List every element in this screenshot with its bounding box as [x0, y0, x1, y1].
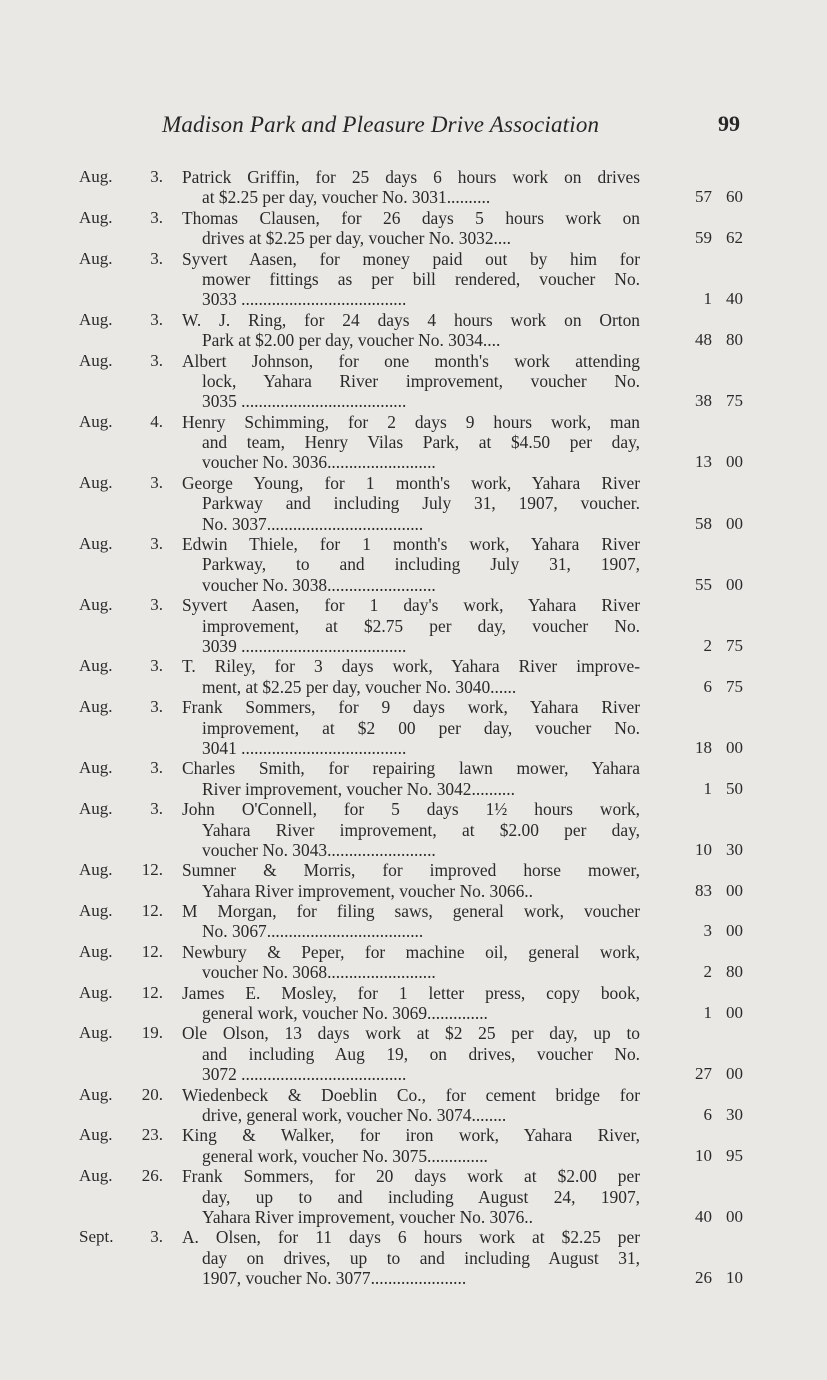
entry-description-line: drives at $2.25 per day, voucher No. 3032.... — [202, 228, 511, 249]
ledger-entry — [0, 1166, 827, 1227]
entry-amount-dollars: 10 — [695, 839, 712, 859]
entry-amount-cents: 30 — [726, 1104, 743, 1124]
entry-day: 3. — [150, 799, 163, 819]
entry-description — [182, 1166, 640, 1227]
entry-amount — [686, 575, 743, 595]
running-head — [0, 112, 827, 144]
entry-description-line: 3041 ...................................... — [202, 737, 407, 758]
ledger-entry — [0, 351, 827, 412]
entry-month: Aug. — [79, 982, 113, 1002]
entry-description-line: at $2.25 per day, voucher No. 3031.......... — [202, 187, 491, 208]
entry-amount-cents: 10 — [726, 1268, 743, 1288]
entry-description — [182, 412, 640, 473]
entry-month: Aug. — [79, 207, 113, 227]
entry-description-line: general work, voucher No. 3075.............. — [202, 1145, 488, 1166]
entry-day: 3. — [150, 350, 163, 370]
entry-month: Aug. — [79, 697, 113, 717]
entry-description-line: Yahara River improvement, voucher No. 3076.. — [202, 1206, 533, 1227]
ledger-entry — [0, 473, 827, 534]
entry-month: Aug. — [79, 534, 113, 554]
entry-amount-cents: 00 — [726, 513, 743, 533]
entry-day: 4. — [150, 411, 163, 431]
entry-amount-dollars: 58 — [695, 513, 712, 533]
entry-description — [182, 249, 640, 310]
ledger-entry — [0, 942, 827, 983]
entry-description-line: lock, Yahara River improvement, voucher No. — [202, 370, 640, 391]
entry-description — [182, 901, 640, 942]
entry-amount-cents: 00 — [726, 880, 743, 900]
entry-description-line: Wiedenbeck & Doeblin Co., for cement bridge for — [182, 1084, 640, 1105]
entry-amount-cents: 60 — [726, 187, 743, 207]
entry-description-line: Yahara River improvement, voucher No. 3066.. — [202, 880, 533, 901]
entry-description-line: and team, Henry Vilas Park, at $4.50 per day, — [202, 432, 640, 453]
entry-day: 12. — [141, 941, 163, 961]
ledger-entry — [0, 1085, 827, 1126]
entry-description-line: M Morgan, for filing saws, general work, voucher — [182, 901, 640, 922]
entry-month: Aug. — [79, 472, 113, 492]
entry-description-line: drive, general work, voucher No. 3074........ — [202, 1104, 507, 1125]
ledger-entry — [0, 860, 827, 901]
entry-month: Aug. — [79, 860, 113, 880]
entry-description — [182, 1125, 640, 1166]
entry-amount-cents: 00 — [726, 1003, 743, 1022]
entry-description — [182, 1085, 640, 1126]
entry-amount — [686, 289, 743, 309]
entry-month: Aug. — [79, 1084, 113, 1104]
ledger-entry — [0, 901, 827, 942]
entry-amount-dollars: 1 — [703, 289, 712, 309]
entry-day: 3. — [150, 309, 163, 329]
entry-amount — [686, 391, 743, 411]
entry-description — [182, 208, 640, 249]
entry-description-line: W. J. Ring, for 24 days 4 hours work on Orton — [182, 309, 640, 330]
entry-amount — [686, 779, 743, 799]
entry-description — [182, 310, 640, 351]
ledger-entry — [0, 167, 827, 208]
entry-amount-cents: 00 — [726, 1064, 743, 1084]
running-title: Madison Park and Pleasure Drive Association — [162, 112, 600, 137]
entry-amount — [686, 187, 743, 207]
entry-amount-dollars: 48 — [695, 330, 712, 350]
ledger-entry — [0, 656, 827, 697]
entry-amount — [686, 1003, 743, 1023]
entry-amount-dollars: 59 — [695, 228, 712, 248]
entry-amount — [686, 1105, 743, 1125]
entry-amount — [686, 452, 743, 472]
entry-description-line: Yahara River improvement, at $2.00 per day, — [202, 819, 640, 840]
entry-amount-cents: 00 — [726, 1206, 743, 1226]
ledger-entry — [0, 412, 827, 473]
entry-amount-cents: 00 — [726, 921, 743, 941]
entry-month: Aug. — [79, 350, 113, 370]
entry-amount-cents: 75 — [726, 676, 743, 696]
entry-description-line: Newbury & Peper, for machine oil, general work, — [182, 941, 640, 962]
entry-amount-cents: 80 — [726, 330, 743, 350]
entry-amount — [686, 677, 743, 697]
entry-amount-cents: 75 — [726, 391, 743, 411]
entry-amount-cents: 95 — [726, 1145, 743, 1165]
entry-description — [182, 1227, 640, 1288]
entry-description-line: Henry Schimming, for 2 days 9 hours work, man — [182, 411, 640, 432]
entry-month: Aug. — [79, 248, 113, 268]
entry-description-line: Patrick Griffin, for 25 days 6 hours work on drives — [182, 167, 640, 187]
entry-amount — [686, 962, 743, 982]
entry-description-line: T. Riley, for 3 days work, Yahara River improve- — [182, 656, 640, 677]
ledger-entry — [0, 1227, 827, 1288]
entry-description — [182, 534, 640, 595]
entry-amount-cents: 30 — [726, 839, 743, 859]
entry-amount-cents: 00 — [726, 452, 743, 472]
entry-description — [182, 656, 640, 697]
entry-amount-dollars: 13 — [695, 452, 712, 472]
entry-description — [182, 799, 640, 860]
entry-description-line: 1907, voucher No. 3077...................... — [202, 1268, 467, 1289]
entry-day: 20. — [141, 1084, 163, 1104]
ledger-entry — [0, 983, 827, 1024]
entry-description-line: voucher No. 3043......................... — [202, 839, 436, 860]
entry-amount-dollars: 1 — [703, 1003, 712, 1022]
entry-description-line: and including Aug 19, on drives, voucher No. — [202, 1043, 640, 1064]
entry-month: Aug. — [79, 758, 113, 778]
entry-amount-cents: 75 — [726, 635, 743, 655]
entry-month: Aug. — [79, 941, 113, 961]
entry-description-line: voucher No. 3068......................... — [202, 962, 436, 983]
entry-amount-dollars: 6 — [703, 676, 712, 696]
entry-description-line: Frank Sommers, for 9 days work, Yahara River — [182, 697, 640, 718]
entry-day: 3. — [150, 207, 163, 227]
entry-description-line: King & Walker, for iron work, Yahara River, — [182, 1125, 640, 1146]
ledger-entry — [0, 1125, 827, 1166]
entry-amount — [686, 228, 743, 248]
entry-day: 23. — [141, 1125, 163, 1145]
entry-month: Aug. — [79, 309, 113, 329]
ledger-entry — [0, 799, 827, 860]
entry-description-line: voucher No. 3036......................... — [202, 452, 436, 473]
entry-amount-dollars: 38 — [695, 391, 712, 411]
entry-amount-dollars: 40 — [695, 1206, 712, 1226]
entry-description — [182, 351, 640, 412]
entry-description-line: George Young, for 1 month's work, Yahara River — [182, 472, 640, 493]
entry-amount-dollars: 83 — [695, 880, 712, 900]
entry-amount — [686, 1207, 743, 1227]
entry-description-line: Ole Olson, 13 days work at $2 25 per day, up to — [182, 1023, 640, 1044]
entry-description — [182, 473, 640, 534]
entry-amount — [686, 738, 743, 758]
entry-description-line: mower fittings as per bill rendered, voucher No. — [202, 268, 640, 289]
ledger-entry — [0, 595, 827, 656]
entry-amount-dollars: 26 — [695, 1268, 712, 1288]
ledger-entry — [0, 697, 827, 758]
entry-month: Aug. — [79, 167, 113, 186]
page-number: 99 — [718, 111, 740, 136]
entry-amount — [686, 514, 743, 534]
entry-amount — [686, 636, 743, 656]
entry-description-line: Syvert Aasen, for 1 day's work, Yahara River — [182, 595, 640, 616]
entry-description-line: Park at $2.00 per day, voucher No. 3034.... — [202, 330, 501, 351]
entry-amount-dollars: 57 — [695, 187, 712, 207]
entry-description-line: Sumner & Morris, for improved horse mower, — [182, 860, 640, 881]
entry-day: 3. — [150, 595, 163, 615]
entry-day: 3. — [150, 167, 163, 186]
entry-description-line: Edwin Thiele, for 1 month's work, Yahara River — [182, 534, 640, 555]
entry-amount — [686, 1146, 743, 1166]
entry-day: 3. — [150, 758, 163, 778]
entry-month: Aug. — [79, 656, 113, 676]
entry-amount — [686, 330, 743, 350]
entry-description — [182, 942, 640, 983]
entry-month: Aug. — [79, 595, 113, 615]
entry-description-line: day on drives, up to and including August 31, — [202, 1247, 640, 1268]
entry-description — [182, 860, 640, 901]
entry-month: Aug. — [79, 799, 113, 819]
entry-amount-dollars: 2 — [703, 635, 712, 655]
entry-amount-dollars: 3 — [703, 921, 712, 941]
entry-month: Aug. — [79, 411, 113, 431]
entry-amount-dollars: 27 — [695, 1064, 712, 1084]
entry-description-line: A. Olsen, for 11 days 6 hours work at $2.25 per — [182, 1227, 640, 1248]
ledger-entry — [0, 534, 827, 595]
entry-description-line: general work, voucher No. 3069.............. — [202, 1003, 488, 1024]
entry-description-line: Syvert Aasen, for money paid out by him for — [182, 248, 640, 269]
entry-amount-dollars: 55 — [695, 574, 712, 594]
entry-amount-cents: 40 — [726, 289, 743, 309]
entry-amount-dollars: 2 — [703, 962, 712, 982]
entry-description-line: No. 3067.................................... — [202, 921, 424, 942]
ledger-entry — [0, 310, 827, 351]
entry-amount-cents: 80 — [726, 962, 743, 982]
entry-description-line: No. 3037.................................... — [202, 513, 424, 534]
entry-amount-cents: 62 — [726, 228, 743, 248]
entry-amount — [686, 881, 743, 901]
entry-day: 19. — [141, 1023, 163, 1043]
entry-amount-dollars: 6 — [703, 1104, 712, 1124]
entry-amount — [686, 921, 743, 941]
entry-month: Aug. — [79, 1023, 113, 1043]
entry-description — [182, 167, 640, 208]
entry-description — [182, 983, 640, 1024]
entry-description — [182, 758, 640, 799]
entry-day: 26. — [141, 1166, 163, 1186]
entry-amount — [686, 840, 743, 860]
entry-day: 12. — [141, 901, 163, 921]
entry-description-line: River improvement, voucher No. 3042.......... — [202, 778, 515, 799]
entry-description-line: Parkway and including July 31, 1907, voucher. — [202, 493, 640, 514]
entry-amount-dollars: 1 — [703, 778, 712, 798]
ledger-entry — [0, 249, 827, 310]
entry-description-line: 3033 ...................................... — [202, 289, 407, 310]
entry-description-line: ment, at $2.25 per day, voucher No. 3040...... — [202, 676, 517, 697]
entry-day: 3. — [150, 248, 163, 268]
entry-amount-dollars: 10 — [695, 1145, 712, 1165]
entry-amount-cents: 00 — [726, 574, 743, 594]
entry-description-line: James E. Mosley, for 1 letter press, copy book, — [182, 982, 640, 1003]
entry-month: Sept. — [79, 1227, 114, 1247]
entry-month: Aug. — [79, 901, 113, 921]
entry-description-line: voucher No. 3038......................... — [202, 574, 436, 595]
entry-amount-dollars: 18 — [695, 737, 712, 757]
entry-description-line: 3035 ...................................... — [202, 391, 407, 412]
entry-description-line: improvement, at $2 00 per day, voucher No. — [202, 717, 640, 738]
ledger-entry — [0, 208, 827, 249]
entry-amount-cents: 50 — [726, 778, 743, 798]
entry-description-line: 3072 ...................................... — [202, 1064, 407, 1085]
entry-description-line: Thomas Clausen, for 26 days 5 hours work on — [182, 207, 640, 228]
ledger-entry — [0, 1023, 827, 1084]
entry-month: Aug. — [79, 1125, 113, 1145]
entry-description — [182, 1023, 640, 1084]
entry-description — [182, 697, 640, 758]
entry-day: 3. — [150, 656, 163, 676]
entry-day: 12. — [141, 860, 163, 880]
entry-description — [182, 595, 640, 656]
entry-description-line: Parkway, to and including July 31, 1907, — [202, 554, 640, 575]
entry-description-line: Charles Smith, for repairing lawn mower, Yahara — [182, 758, 640, 779]
ledger-entries — [0, 167, 827, 1288]
entry-day: 3. — [150, 534, 163, 554]
entry-day: 3. — [150, 697, 163, 717]
entry-description-line: day, up to and including August 24, 1907, — [202, 1186, 640, 1207]
entry-description-line: Frank Sommers, for 20 days work at $2.00 per — [182, 1166, 640, 1187]
entry-day: 12. — [141, 982, 163, 1002]
entry-amount-cents: 00 — [726, 737, 743, 757]
entry-month: Aug. — [79, 1166, 113, 1186]
entry-description-line: 3039 ...................................... — [202, 635, 407, 656]
entry-description-line: Albert Johnson, for one month's work attending — [182, 350, 640, 371]
entry-description-line: John O'Connell, for 5 days 1½ hours work, — [182, 799, 640, 820]
entry-description-line: improvement, at $2.75 per day, voucher No. — [202, 615, 640, 636]
entry-day: 3. — [150, 1227, 163, 1247]
entry-amount — [686, 1268, 743, 1288]
entry-amount — [686, 1064, 743, 1084]
entry-day: 3. — [150, 472, 163, 492]
ledger-entry — [0, 758, 827, 799]
